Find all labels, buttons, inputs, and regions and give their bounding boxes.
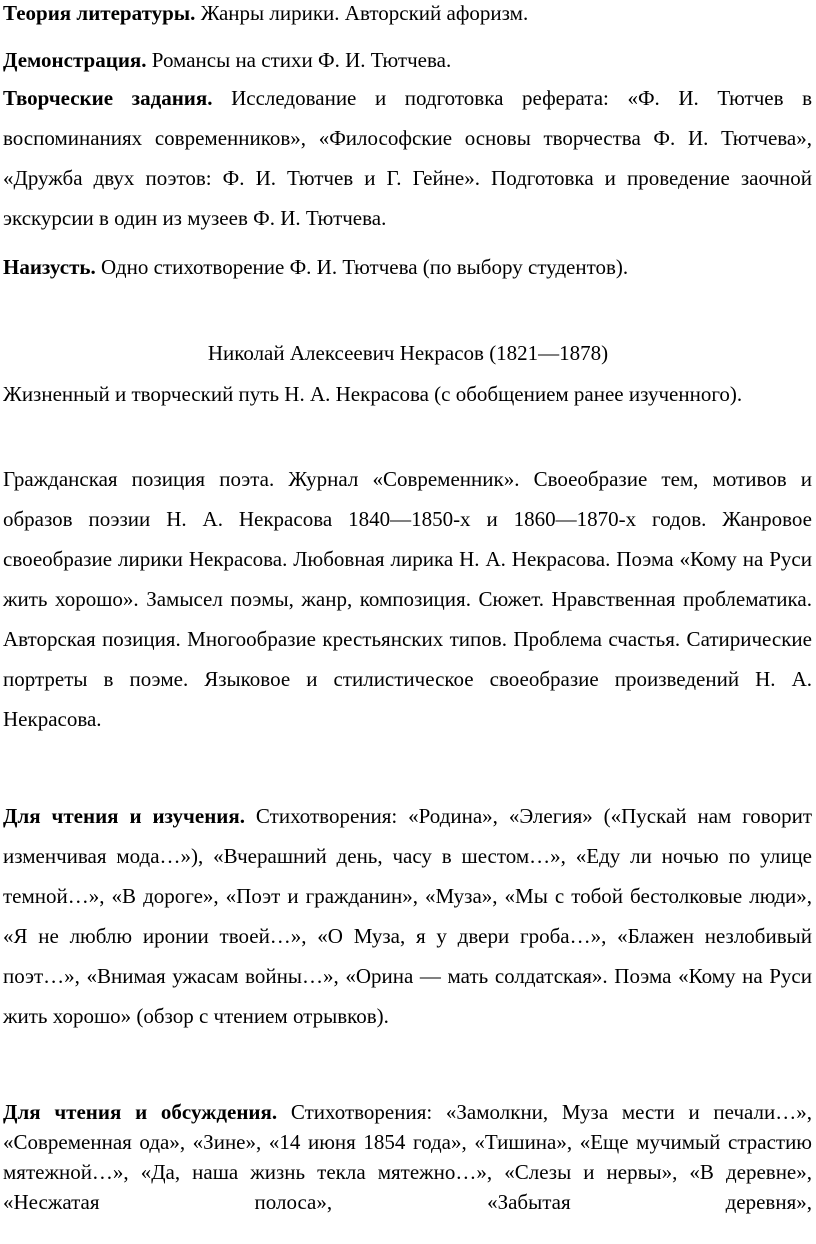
reading-study-paragraph xyxy=(3,796,812,1036)
section-title: Николай Алексеевич Некрасов (1821—1878) xyxy=(207,341,609,365)
theory-label: Теория литературы. xyxy=(3,1,196,25)
life-path-paragraph: Жизненный и творческий путь Н. А. Некрасова (с обобщением ранее изученного). xyxy=(3,382,743,406)
reading-study-text: Стихотворения: «Родина», «Элегия» («Пускай нам говорит изменчивая мода…»), «Вчерашний день, часу в шестом…», «Еду ли ночью по улице темной…», «В дороге», «Поэт и гражданин», «Муза», «Мы с тобой бестолковые люди», «Я не люблю иронии твоей…», «О Муза, я у двери гроба…», «Блажен незлобивый поэт…», «Внимая ужасам войны…», «Орина — мать солдатская». Поэма «Кому на Руси жить хорошо» (обзор с чтением отрывков). xyxy=(3,804,812,1028)
creative-tasks-label: Творческие задания. xyxy=(3,86,213,110)
reading-discussion-paragraph xyxy=(3,1097,812,1217)
reading-discussion-text: Стихотворения: «Замолкни, Муза мести и печали…», «Современная ода», «Зине», «14 июня 1854 года», «Тишина», «Еще мучимый страстию мятежной…», «Да, наша жизнь текла мятежно…», «Слезы и нервы», «В деревне», «Несжатая полоса», «Забытая деревня», xyxy=(3,1100,813,1214)
reading-study-label: Для чтения и изучения. xyxy=(3,804,246,828)
theory-text: Жанры лирики. Авторский афоризм. xyxy=(195,1,529,25)
demonstration-paragraph xyxy=(3,40,812,80)
reading-discussion-label: Для чтения и обсуждения. xyxy=(3,1100,278,1124)
by-heart-text: Одно стихотворение Ф. И. Тютчева (по выбору студентов). xyxy=(95,255,629,279)
by-heart-label: Наизусть. xyxy=(3,255,96,279)
civic-position-paragraph: Гражданская позиция поэта. Журнал «Современник». Своеобразие тем, мотивов и образов поэзии Н. А. Некрасова 1840—1850-х и 1860—1870-х годов. Жанровое своеобразие лирики Некрасова. Любовная лирика Н. А. Некрасова. Поэма «Кому на Руси жить хорошо». Замысел поэмы, жанр, композиция. Сюжет. Нравственная проблематика. Авторская позиция. Многообразие крестьянских типов. Проблема счастья. Сатирические портреты в поэме. Языковое и стилистическое своеобразие произведений Н. А. Некрасова. xyxy=(3,467,812,731)
creative-tasks-text: Исследование и подготовка реферата: «Ф. И. Тютчев в воспоминаниях современников», «Философские основы творчества Ф. И. Тютчева», «Дружба двух поэтов: Ф. И. Тютчев и Г. Гейне». Подготовка и проведение заочной экскурсии в один из музеев Ф. И. Тютчева. xyxy=(3,86,813,230)
creative-tasks-paragraph xyxy=(3,78,812,238)
theory-paragraph xyxy=(3,0,812,33)
demonstration-text: Романсы на стихи Ф. И. Тютчева. xyxy=(146,48,452,72)
by-heart-paragraph xyxy=(3,247,812,287)
demonstration-label: Демонстрация. xyxy=(3,48,147,72)
